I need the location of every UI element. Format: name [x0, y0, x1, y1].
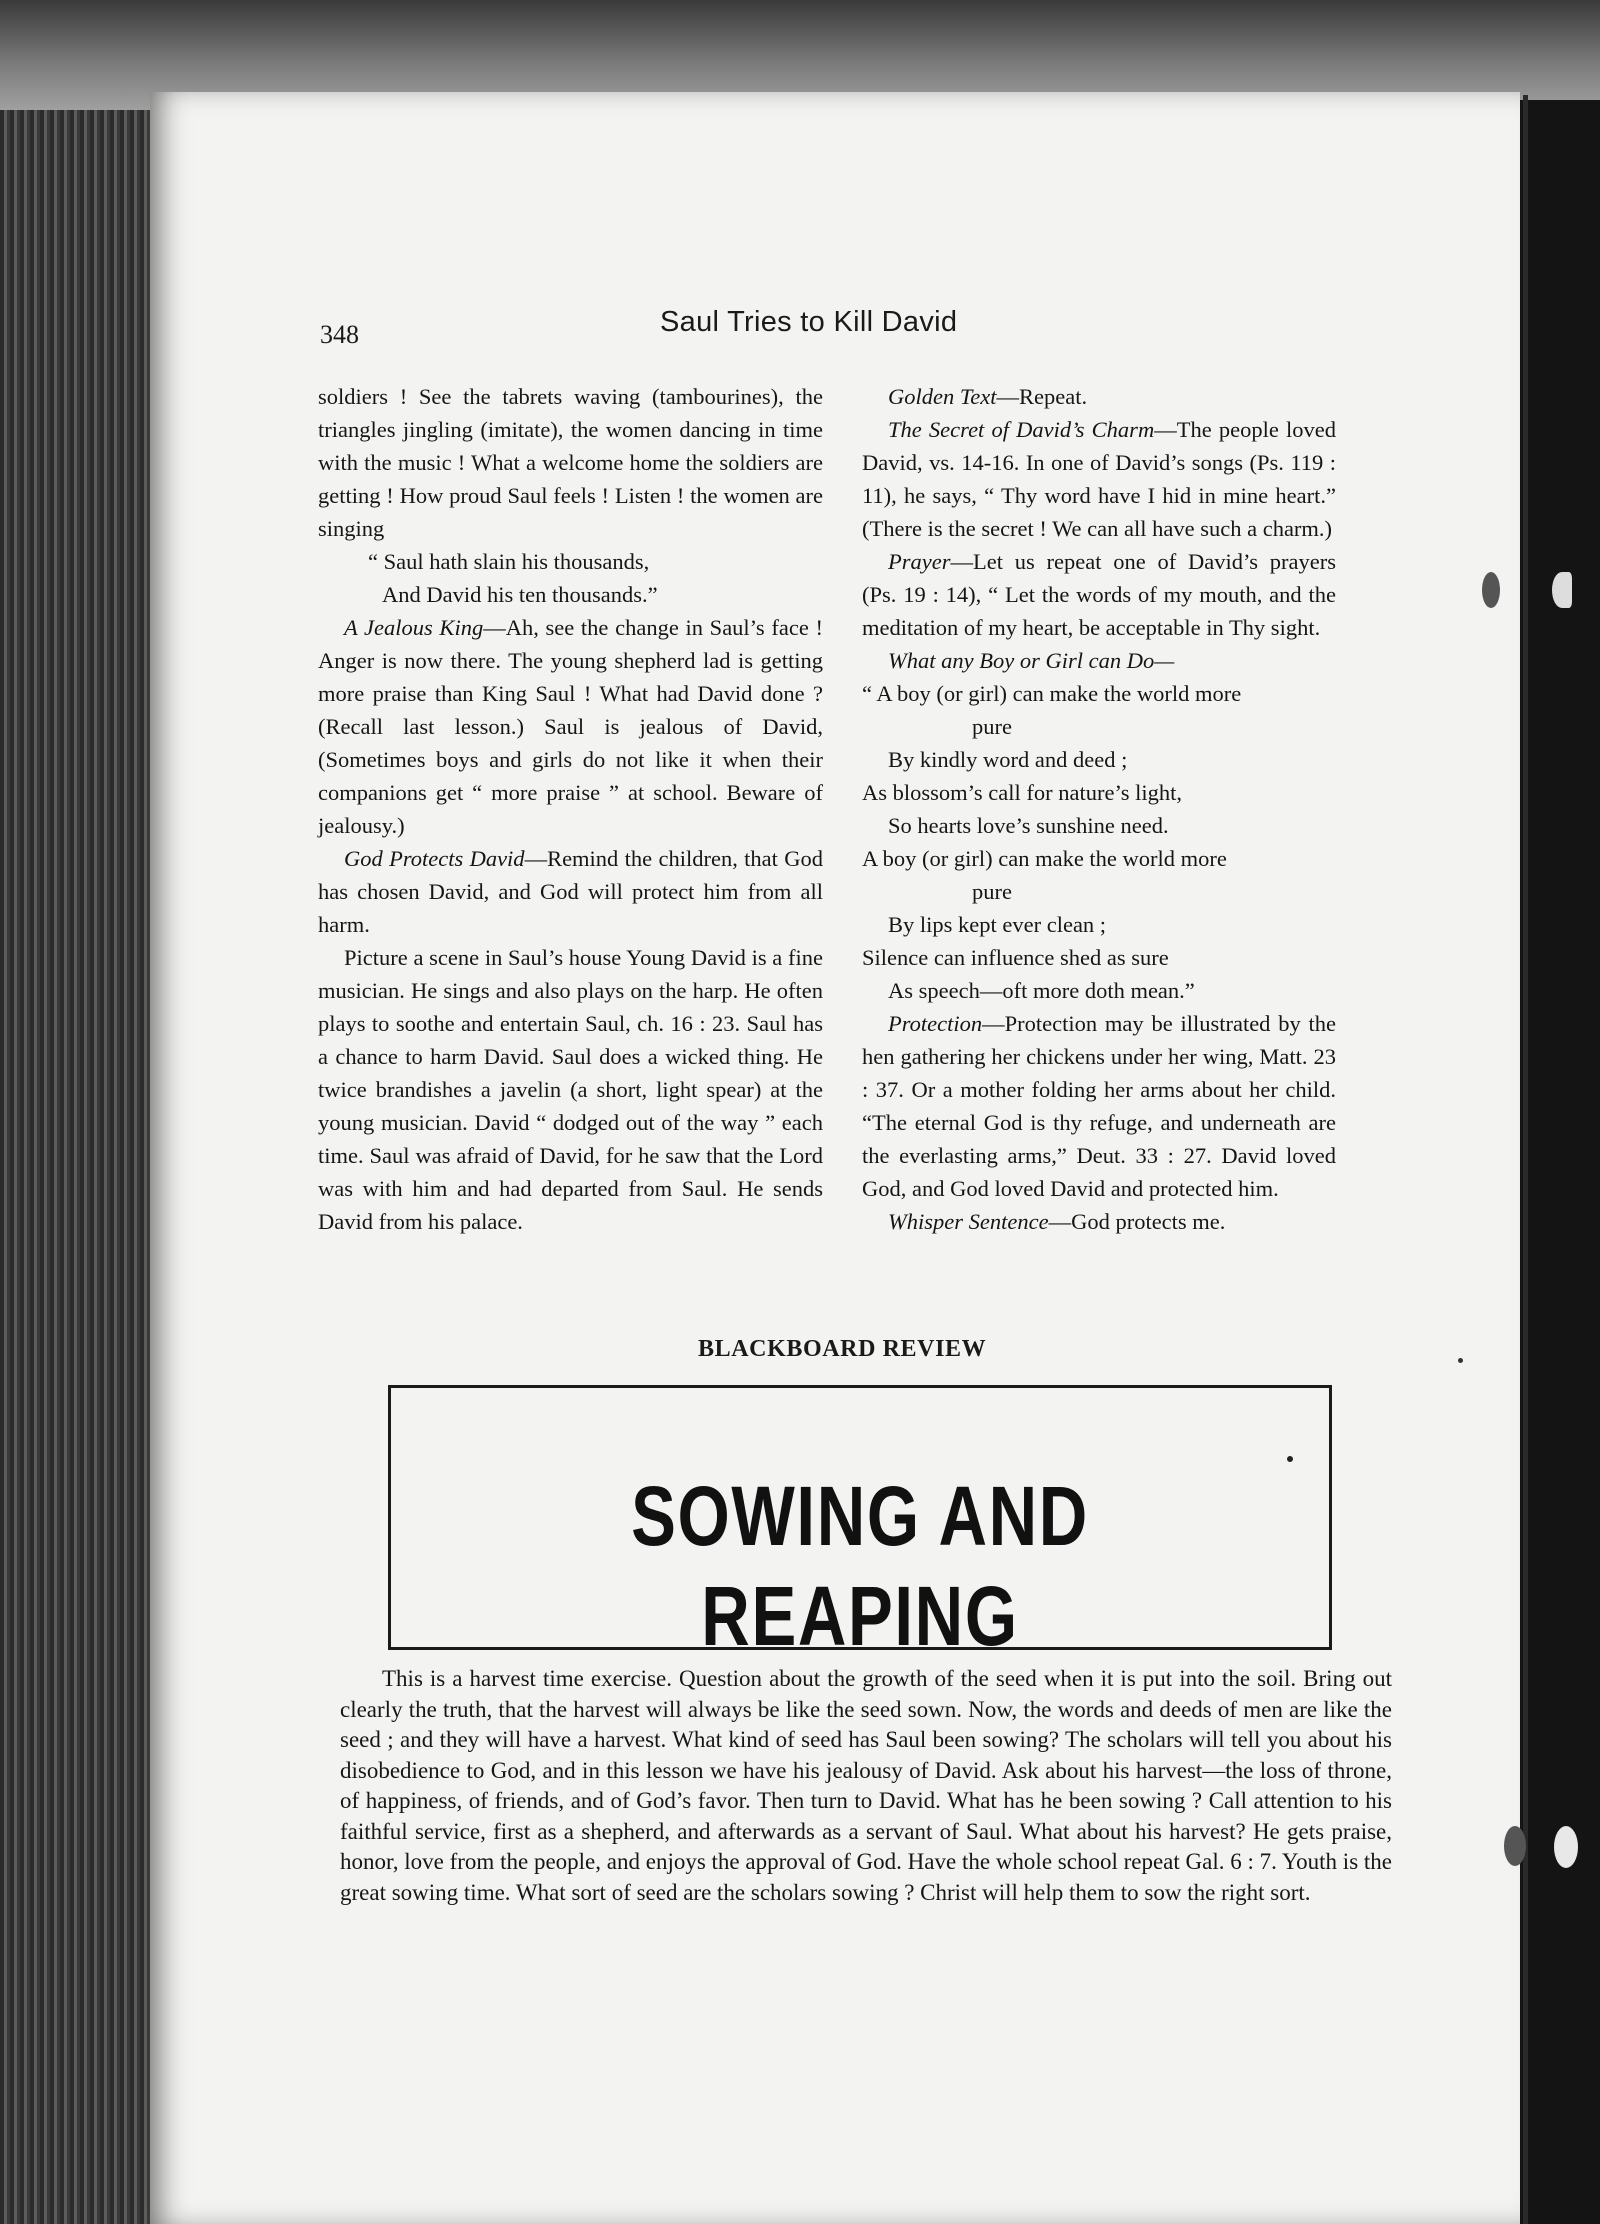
running-title: Saul Tries to Kill David [660, 306, 958, 338]
section-text: —Ah, see the change in Saul’s face ! Anger is now there. The young shepherd lad is getting more praise than King Saul ! What had David done ? (Recall last lesson.) Saul is jealous of David, (Sometimes boys and girls do not like it when their companions get “ more praise ” at school. Beware of jealousy.) [318, 615, 823, 838]
binding-hole-mark [1554, 1826, 1578, 1868]
binding-hole-mark [1504, 1826, 1526, 1866]
right-column [862, 380, 1336, 1238]
blackboard-box [388, 1385, 1332, 1663]
paragraph [862, 413, 1336, 545]
poem-line: By kindly word and deed ; [888, 747, 1128, 772]
verse-line: “ Saul hath slain his thousands, [368, 549, 650, 574]
page-number: 348 [320, 320, 359, 349]
verse-line: And David his ten thousands.” [382, 582, 658, 607]
blackboard-text: SOWING AND REAPING [631, 1469, 1089, 1663]
paragraph: Picture a scene in Saul’s house Young David is a fine musician. He sings and also plays on the harp. He often plays to soothe and entertain Saul, ch. 16 : 23. Saul has a chance to harm David. Saul does a wicked thing. He twice brandishes a javelin (a short, light spear) at the young musician. David “ dodged out of the way ” each time. Saul was afraid of David, for he saw that the Lord was with him and had departed from Saul. He sends David from his palace. [318, 945, 823, 1234]
poem-line: Silence can influence shed as sure [862, 945, 1169, 970]
page-edge-line [1523, 95, 1528, 2224]
binding-hole-mark [1552, 572, 1572, 608]
paragraph: soldiers ! See the tabrets waving (tambourines), the triangles jingling (imitate), the women dancing in time with the music ! What a welcome home the soldiers are getting ! How proud Saul feels ! Listen ! the women are singing [318, 384, 823, 541]
poem-line: pure [972, 879, 1012, 904]
ink-speck [1287, 1456, 1293, 1462]
section-text: —The people loved David, vs. 14-16. In one of David’s songs (Ps. 119 : 11), he says, “ Thy word have I hid in mine heart.” (There is the secret ! We can all have such a charm.) [862, 417, 1336, 541]
section-text: —Protection may be illustrated by the hen gathering her chickens under her wing, Matt. 23 : 37. Or a mother folding her arms about her child. “The eternal God is thy refuge, and underneath are the everlasting arms,” Deut. 33 : 27. David loved God, and God loved David and protected him. [862, 1011, 1336, 1201]
poem-line: As speech—oft more doth mean.” [888, 978, 1195, 1003]
section-text: —Remind the children, that God has chosen David, and God will protect him from all harm. [318, 846, 823, 937]
section-lead: The Secret of David’s Charm [888, 417, 1155, 442]
section-lead: A Jealous King [344, 615, 484, 640]
paragraph [862, 380, 1336, 413]
paragraph [318, 842, 823, 941]
poem-line: So hearts love’s sunshine need. [888, 813, 1169, 838]
section-lead: What any Boy or Girl can Do— [888, 648, 1175, 673]
section-lead: God Protects David [344, 846, 525, 871]
closing-paragraph [340, 1664, 1392, 1908]
paragraph [862, 545, 1336, 644]
blackboard-heading: BLACKBOARD REVIEW [698, 1336, 987, 1362]
left-column [318, 380, 823, 1238]
poem-line: “ A boy (or girl) can make the world more [862, 681, 1242, 706]
binding-hole-mark [1482, 572, 1500, 608]
section-lead: Prayer [888, 549, 951, 574]
paragraph: This is a harvest time exercise. Question about the growth of the seed when it is put into the soil. Bring out clearly the truth, that the harvest will always be like the seed sown. Now, the words and deeds of men are like the seed ; and they will have a harvest. What kind of seed has Saul been sowing? The scholars will tell you about his disobedience to God, and in this lesson we have his jealousy of David. Ask about his harvest—the loss of throne, of happiness, of friends, and of God’s favor. Then turn to David. What has he been sowing ? Call attention to his faithful service, first as a shepherd, and afterwards as a servant of Saul. What about his harvest? He gets praise, honor, love from the people, and enjoys the approval of God. Have the whole school repeat Gal. 6 : 7. Youth is the great sowing time. What sort of seed are the scholars sowing ? Christ will help them to sow the right sort. [340, 1666, 1392, 1905]
section-lead: Whisper Sentence [888, 1209, 1049, 1234]
poem-line: As blossom’s call for nature’s light, [862, 780, 1182, 805]
paragraph [862, 1205, 1336, 1238]
poem-line: pure [972, 714, 1012, 739]
book-page-stack [0, 110, 170, 2224]
photo-right-background [1520, 100, 1600, 2224]
section-lead: Protection [888, 1011, 983, 1036]
paragraph [862, 644, 1336, 677]
poem-line: A boy (or girl) can make the world more [862, 846, 1227, 871]
paragraph [318, 611, 823, 842]
section-text: —Repeat. [996, 384, 1088, 409]
section-text: —Let us repeat one of David’s prayers (Ps. 19 : 14), “ Let the words of my mouth, and the meditation of my heart, be acceptable in Thy sight. [862, 549, 1336, 640]
ink-speck [1458, 1358, 1463, 1363]
paragraph [862, 1007, 1336, 1205]
section-lead: Golden Text [888, 384, 997, 409]
section-text: —God protects me. [1048, 1209, 1226, 1234]
poem-line: By lips kept ever clean ; [888, 912, 1107, 937]
